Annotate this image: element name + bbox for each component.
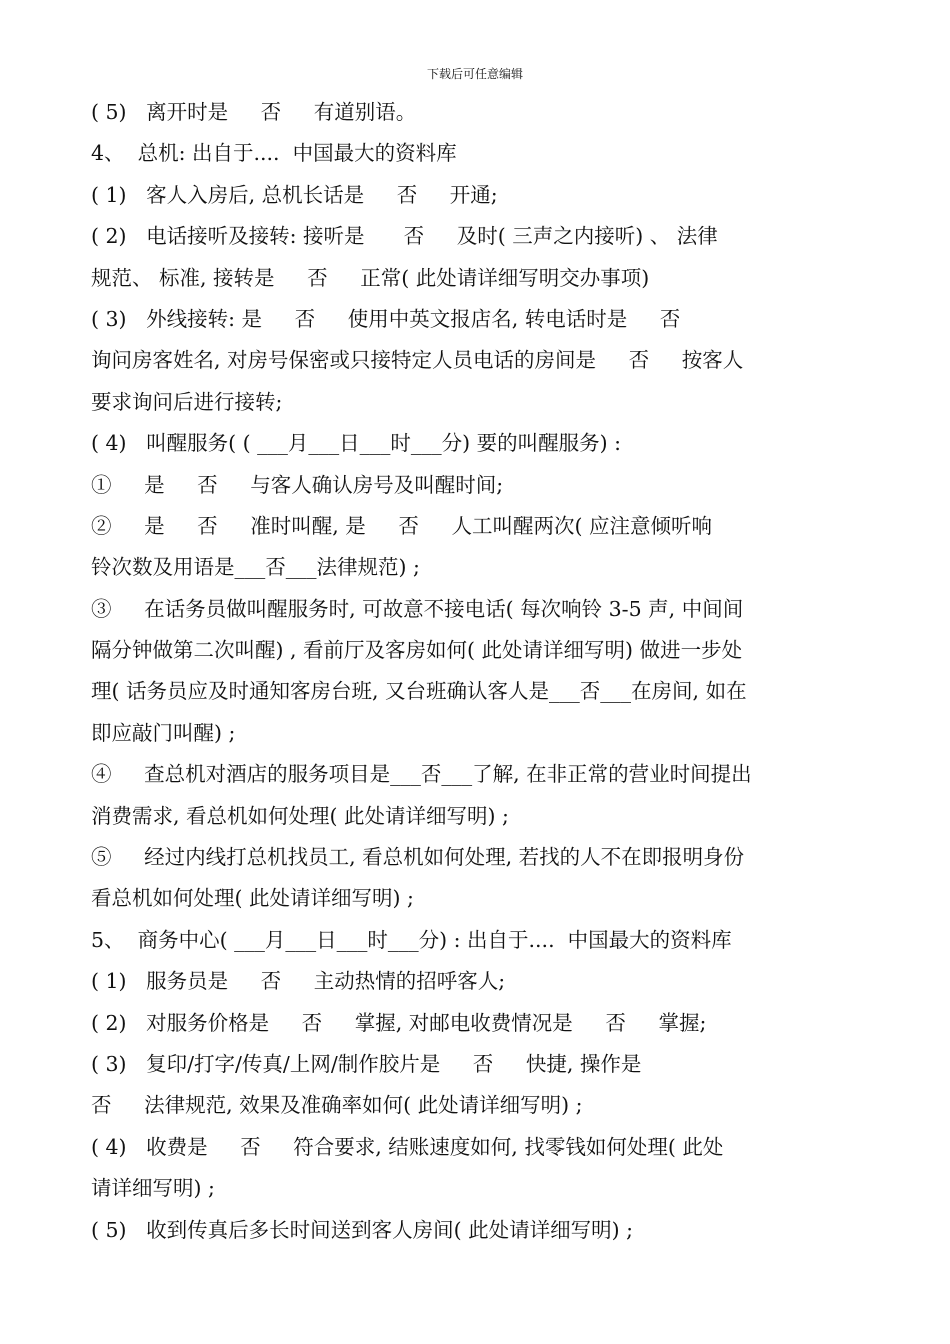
text-line: 消费需求, 看总机如何处理( 此处请详细写明) ; (91, 803, 509, 828)
section-heading: 5、 商务中心( ___月___日___时___分) : 出自于.... 中国最大的资料库 (91, 927, 732, 952)
text-line: 否 法律规范, 效果及准确率如何( 此处请详细写明) ; (91, 1093, 583, 1118)
text-line: ( 5) 收到传真后多长时间送到客人房间( 此处请详细写明) ; (91, 1217, 634, 1242)
text-line: ( 3) 复印/打字/传真/上网/制作胶片是 否 快捷, 操作是 (91, 1051, 642, 1076)
text-line: ( 2) 电话接听及接转: 接听是 否 及时( 三声之内接听) 、 法律 (91, 224, 718, 249)
text-line: 看总机如何处理( 此处请详细写明) ; (91, 886, 414, 911)
text-line: ( 1) 客人入房后, 总机长话是 否 开通; (91, 182, 498, 207)
text-line: ⑤ 经过内线打总机找员工, 看总机如何处理, 若找的人不在即报明身份 (91, 845, 745, 870)
text-line: 规范、 标准, 接转是 否 正常( 此处请详细写明交办事项) (91, 265, 650, 290)
text-line: ( 4) 收费是 否 符合要求, 结账速度如何, 找零钱如何处理( 此处 (91, 1134, 724, 1159)
text-line: 即应敲门叫醒) ; (91, 720, 236, 745)
text-line: ② 是 否 准时叫醒, 是 否 人工叫醒两次( 应注意倾听响 (91, 513, 712, 538)
text-line: ( 4) 叫醒服务( ( ___月___日___时___分) 要的叫醒服务) : (91, 431, 622, 456)
document-body (91, 92, 859, 1251)
text-line: ( 3) 外线接转: 是 否 使用中英文报店名, 转电话时是 否 (91, 306, 681, 331)
text-line: 要求询问后进行接转; (91, 389, 283, 414)
text-line: ( 5) 离开时是 否 有道别语。 (91, 100, 417, 124)
text-line: ( 2) 对服务价格是 否 掌握, 对邮电收费情况是 否 掌握; (91, 1010, 707, 1035)
text-line: ③ 在话务员做叫醒服务时, 可故意不接电话( 每次响铃 3-5 声, 中间间 (91, 596, 744, 621)
text-line: 请详细写明) ; (91, 1176, 215, 1201)
section-heading: 4、 总机: 出自于.... 中国最大的资料库 (91, 141, 457, 166)
text-line: 铃次数及用语是___否___法律规范) ; (91, 555, 420, 580)
text-line: 询问房客姓名, 对房号保密或只接特定人员电话的房间是 否 按客人 (91, 348, 744, 373)
text-line: 隔分钟做第二次叫醒) , 看前厅及客房如何( 此处请详细写明) 做进一步处 (91, 638, 743, 663)
text-line: ④ 查总机对酒店的服务项目是___否___了解, 在非正常的营业时间提出 (91, 762, 752, 787)
text-line: ① 是 否 与客人确认房号及叫醒时间; (91, 472, 504, 497)
text-line: 理( 话务员应及时通知客房台班, 又台班确认客人是___否___在房间, 如在 (91, 679, 747, 704)
text-line: ( 1) 服务员是 否 主动热情的招呼客人; (91, 969, 506, 994)
page-header: 下载后可任意编辑 (426, 67, 523, 81)
